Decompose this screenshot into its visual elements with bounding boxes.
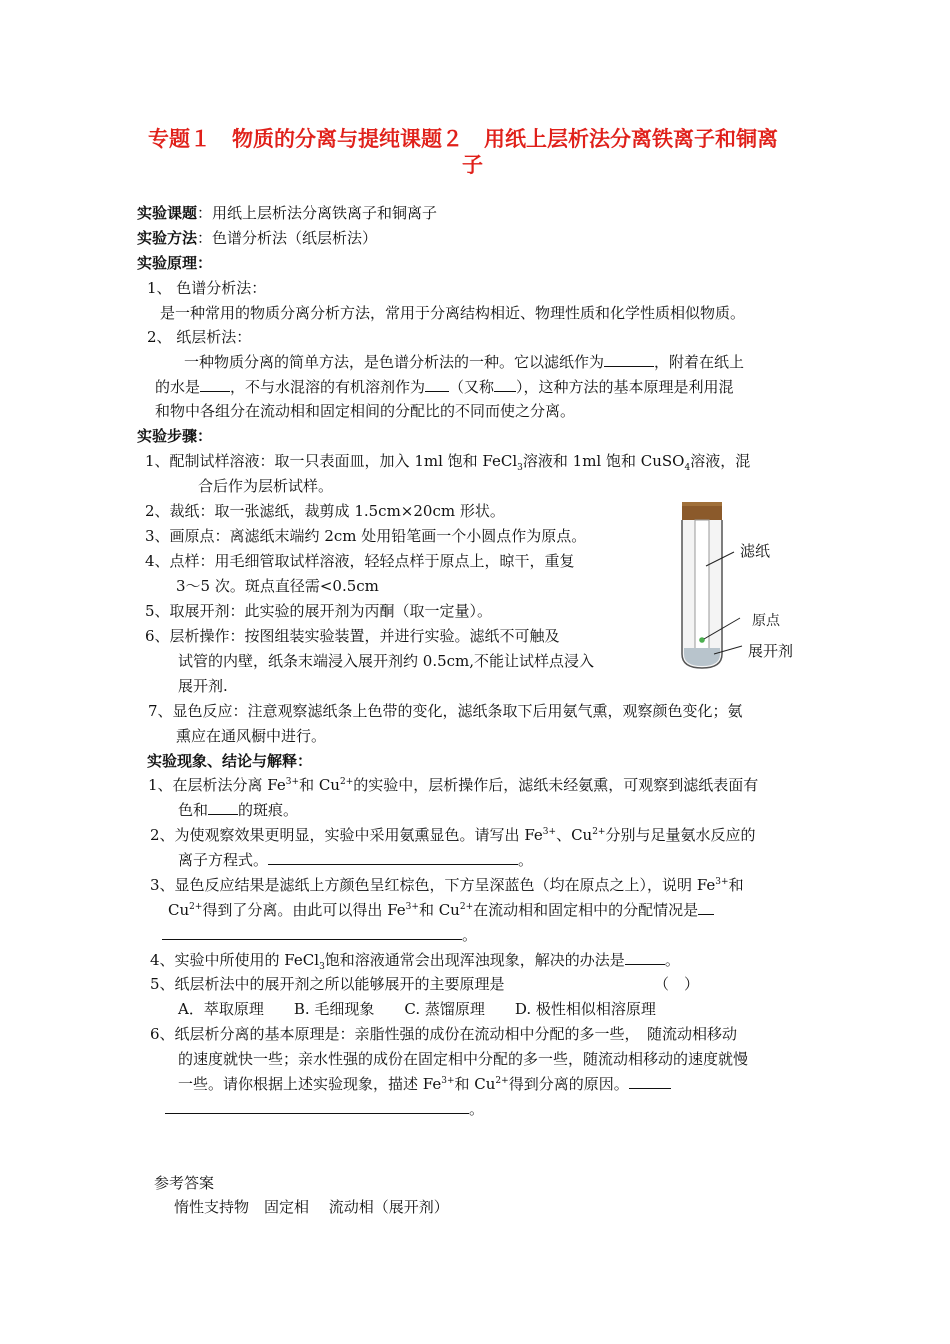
stopper-top <box>682 502 722 506</box>
topic-label: 实验课题 <box>137 204 198 222</box>
blank-q3a[interactable] <box>698 900 714 915</box>
label-solvent: 展开剂 <box>748 642 794 660</box>
blank-q3b[interactable] <box>162 925 462 940</box>
blank-q1[interactable] <box>208 800 238 815</box>
method-row <box>137 228 377 248</box>
p2-text-a: 一种物质分离的简单方法，是色谱分析法的一种。它以滤纸作为 <box>184 353 605 371</box>
principle-1-head: 1、 色谱分析法： <box>147 279 267 297</box>
question-3-line2: $Cu^{2+}$得到了分离。由此可以得出 $Fe^{3+}$和 $Cu^{2+}$在流动相和固定相中的分配情况是 <box>168 900 714 920</box>
blank-q4[interactable] <box>625 950 665 965</box>
question-5-answer-paren[interactable]: （ ） <box>654 975 700 993</box>
filter-paper <box>695 520 709 654</box>
blank-q2[interactable] <box>268 850 518 865</box>
p2-text-b: ，附着在纸上 <box>654 353 745 371</box>
step-6-line3: 展开剂. <box>178 677 228 695</box>
principle-heading <box>137 253 212 273</box>
blank-q6a[interactable] <box>629 1074 671 1089</box>
answers-label: 参考答案 <box>154 1174 215 1192</box>
s1-b: 溶液和 1ml 饱和 CuSO <box>522 452 685 470</box>
question-6-line4: 。 <box>165 1099 484 1119</box>
apparatus-figure <box>676 496 806 676</box>
step-4-line2: 3～5 次。斑点直径需<0.5cm <box>176 577 379 595</box>
question-6-line2: 的速度就快一些；亲水性强的成份在固定相中分配的多一些，随流动相移动的速度就慢 <box>178 1050 749 1068</box>
question-1-line2: 色和 的斑痕。 <box>178 801 299 819</box>
origin-dot <box>699 637 705 643</box>
steps-label: 实验步骤 <box>137 427 198 445</box>
solvent-liquid <box>684 648 720 666</box>
step-7-line2: 熏应在通风橱中进行。 <box>176 727 327 745</box>
blank-stationary[interactable] <box>200 377 230 392</box>
question-2-line2: 离子方程式。 。 <box>178 851 534 869</box>
step-6-line2: 试管的内壁，纸条末端浸入展开剂约 0.5cm,不能让试样点浸入 <box>178 652 595 670</box>
label-origin: 原点 <box>752 613 780 629</box>
p2-l2-c: （又称 <box>449 378 495 396</box>
s1-c: 溶液，混 <box>690 452 751 470</box>
blank-solvent[interactable] <box>494 377 516 392</box>
principle-1-body: 是一种常用的物质分离分析方法，常用于分离结构相近、物理性质和化学性质相似物质。 <box>160 304 746 322</box>
question-6-line1: 6、纸层析分离的基本原理是：亲脂性强的成份在流动相中分配的多一些， 随流动相移动 <box>150 1025 738 1043</box>
principle-2-head: 2、 纸层析法： <box>147 328 252 346</box>
topic-row <box>137 203 437 223</box>
blank-q6b[interactable] <box>165 1099 469 1114</box>
question-5: 5、纸层析法中的展开剂之所以能够展开的主要原理是 <box>150 975 505 993</box>
question-3-line1: 3、显色反应结果是滤纸上方颜色呈红棕色，下方呈深蓝色（均在原点之上），说明 $Fe^{3+}$和 <box>150 876 744 894</box>
question-1-line1: 1、在层析法分离 $Fe^{3+}$和 $Cu^{2+}$的实验中，层析操作后，滤纸未经氨熏，可观察到滤纸表面有 <box>148 776 759 794</box>
principle-2-line3: 和物中各组分在流动相和固定相间的分配比的不同而使之分离。 <box>155 402 576 420</box>
method-label: 实验方法 <box>137 229 198 247</box>
step-6-line1: 6、层析操作：按图组装实验装置，并进行实验。滤纸不可触及 <box>145 627 560 645</box>
method-value: ：色谱分析法（纸层析法） <box>197 229 378 247</box>
results-heading: 实验现象、结论与解释： <box>147 752 313 770</box>
step-7-line1: 7、显色反应：注意观察滤纸条上色带的变化，滤纸条取下后用氨气熏，观察颜色变化；氨 <box>148 702 743 720</box>
principle-2-line2 <box>155 377 734 397</box>
answers-text: 惰性支持物 固定相 流动相（展开剂） <box>174 1198 449 1216</box>
principle-colon: ： <box>197 254 213 272</box>
step-4-line1: 4、点样：用毛细管取试样溶液，轻轻点样于原点上，晾干，重复 <box>145 552 575 570</box>
page-title-line2: 子 <box>462 152 483 177</box>
p2-l2-b: ，不与水混溶的有机溶剂作为 <box>230 378 426 396</box>
blank-support[interactable] <box>604 352 654 367</box>
s1-sub: 3 <box>517 463 523 473</box>
topic-value: ：用纸上层析法分离铁离子和铜离子 <box>197 204 438 222</box>
question-6-line3: 一些。请你根据上述实验现象，描述 $Fe^{3+}$和 $Cu^{2+}$得到分离的原因。 <box>178 1074 671 1094</box>
step-2: 2、裁纸：取一张滤纸，裁剪成 1.5cm×20cm 形状。 <box>145 502 505 520</box>
p2-l2-d: ），这种方法的基本原理是利用混 <box>516 378 734 396</box>
page-title-line1: 专题１ 物质的分离与提纯课题２ 用纸上层析法分离铁离子和铜离 <box>148 126 778 151</box>
step-3: 3、画原点：离滤纸末端约 2cm 处用铅笔画一个小圆点作为原点。 <box>145 527 587 545</box>
s1-a: 1、配制试样溶液：取一只表面皿，加入 1ml 饱和 FeCl <box>145 452 518 470</box>
question-2-line1: 2、为使观察效果更明显，实验中采用氨熏显色。请写出 $Fe^{3+}$、$Cu^{2+}$分别与足量氨水反应的 <box>150 826 756 844</box>
step-5: 5、取展开剂：此实验的展开剂为丙酮（取一定量）。 <box>145 602 493 620</box>
question-5-options: A．萃取原理 B. 毛细现象 C. 蒸馏原理 D. 极性相似相溶原理 <box>178 1000 656 1018</box>
question-4: 4、实验中所使用的 FeCl$_3$饱和溶液通常会出现浑浊现象，解决的办法是 。 <box>150 951 680 972</box>
step-1-line2: 合后作为层析试样。 <box>198 477 334 495</box>
steps-heading <box>137 426 212 446</box>
principle-label: 实验原理 <box>137 254 198 272</box>
label-filter-paper: 滤纸 <box>740 542 771 560</box>
blank-mobile[interactable] <box>425 377 449 392</box>
p2-l2-a: 的水是 <box>155 378 201 396</box>
steps-colon: ： <box>197 427 213 445</box>
question-3-line3: 。 <box>162 925 477 945</box>
step-1 <box>145 451 750 471</box>
s1-sub2: 4 <box>684 463 691 473</box>
principle-2-line1 <box>184 352 744 372</box>
